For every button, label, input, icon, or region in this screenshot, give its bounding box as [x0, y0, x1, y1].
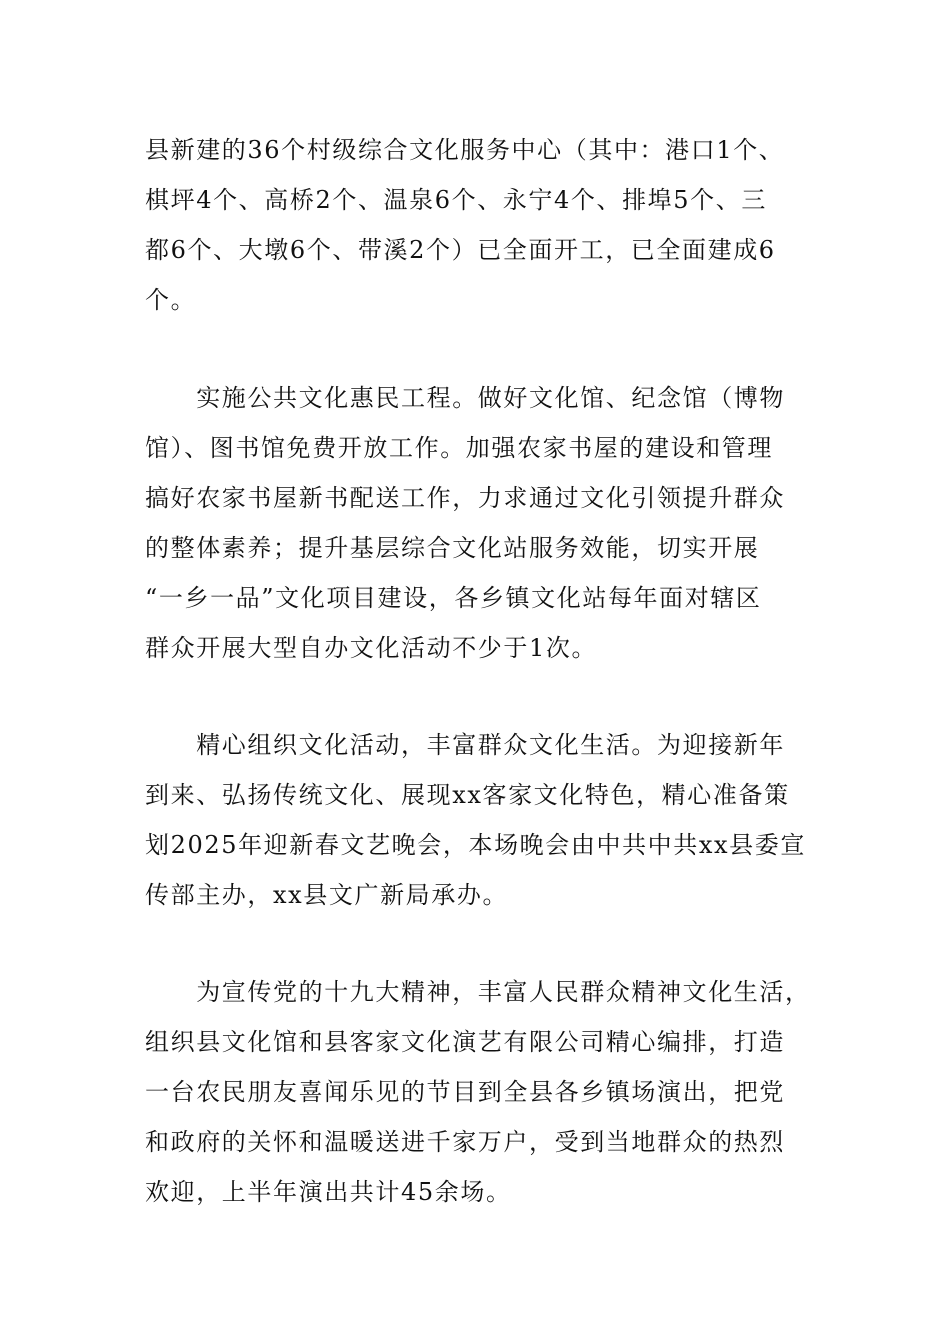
paragraph-cultural-centers	[145, 125, 825, 325]
text-line: 搞好农家书屋新书配送工作，力求通过文化引领提升群众	[145, 484, 785, 512]
text-line: 县新建的36个村级综合文化服务中心（其中：港口1个、	[145, 136, 785, 164]
paragraph-public-culture-project	[145, 373, 825, 673]
text-line: 传部主办，xx县文广新局承办。	[145, 881, 509, 909]
text-line: 实施公共文化惠民工程。做好文化馆、纪念馆（博物	[145, 384, 785, 412]
text-line: 都6个、大墩6个、带溪2个）已全面开工，已全面建成6	[145, 236, 776, 264]
text-line: 和政府的关怀和温暖送进千家万户，受到当地群众的热烈	[145, 1128, 785, 1156]
paragraph-performances	[145, 967, 825, 1217]
text-line: “一乡一品”文化项目建设，各乡镇文化站每年面对辖区	[145, 584, 762, 612]
text-line: 个。	[145, 286, 197, 314]
text-line: 一台农民朋友喜闻乐见的节目到全县各乡镇场演出，把党	[145, 1078, 785, 1106]
text-line: 为宣传党的十九大精神，丰富人民群众精神文化生活，	[145, 978, 811, 1006]
text-line: 欢迎，上半年演出共计45余场。	[145, 1178, 512, 1206]
paragraph-cultural-activities	[145, 720, 825, 920]
text-line: 划2025年迎新春文艺晚会，本场晚会由中共中共xx县委宣	[145, 831, 806, 859]
text-line: 组织县文化馆和县客家文化演艺有限公司精心编排，打造	[145, 1028, 785, 1056]
text-line: 群众开展大型自办文化活动不少于1次。	[145, 634, 598, 662]
text-line: 精心组织文化活动，丰富群众文化生活。为迎接新年	[145, 731, 785, 759]
text-line: 馆）、图书馆免费开放工作。加强农家书屋的建设和管理	[145, 434, 773, 462]
text-line: 到来、弘扬传统文化、展现xx客家文化特色，精心准备策	[145, 781, 790, 809]
text-line: 的整体素养；提升基层综合文化站服务效能，切实开展	[145, 534, 760, 562]
text-line: 棋坪4个、高桥2个、温泉6个、永宁4个、排埠5个、三	[145, 186, 767, 214]
